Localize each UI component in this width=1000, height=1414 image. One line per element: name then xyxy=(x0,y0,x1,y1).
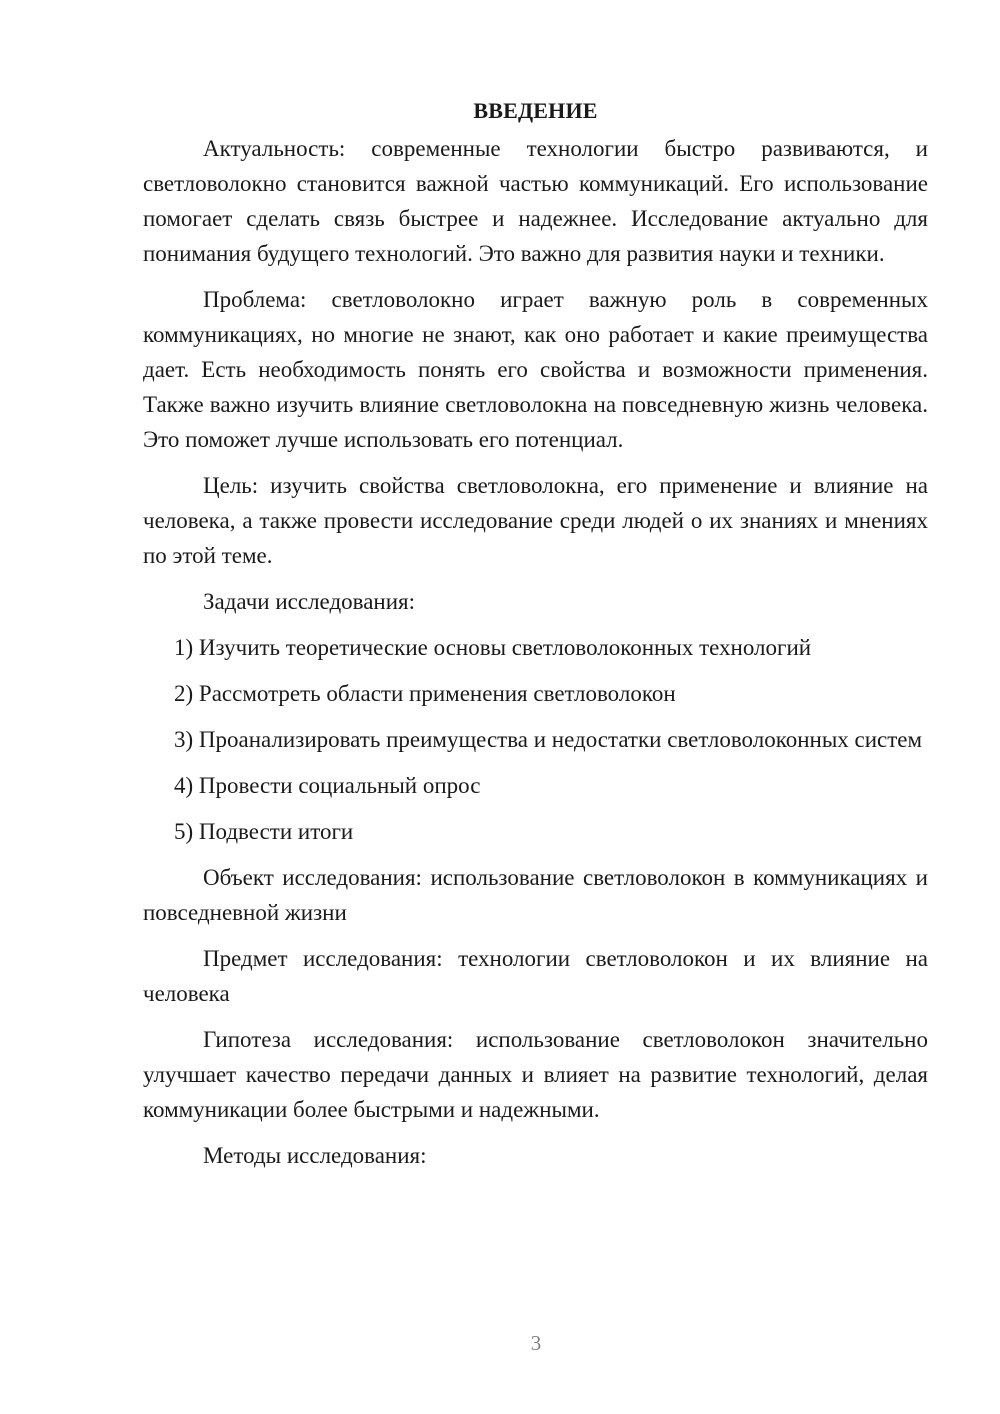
page-content xyxy=(143,94,928,1184)
paragraph-hypothesis: Гипотеза исследования: использование светловолокон значительно улучшает качество передачи данных и влияет на развитие технологий, делая коммуникации более быстрыми и надежными. xyxy=(143,1027,928,1122)
task-list-item: 2) Рассмотреть области применения светловолокон xyxy=(174,681,676,706)
paragraph-problem: Проблема: светловолокно играет важную роль в современных коммуникациях, но многие не знают, как оно работает и какие преимущества дает. Есть необходимость понять его свойства и возможности применения. Также важно изучить влияние светловолокна на повседневную жизнь человека. Это поможет лучше использовать его потенциал. xyxy=(143,287,928,452)
paragraph-methods: Методы исследования: xyxy=(203,1143,427,1168)
paragraph-tasks-heading: Задачи исследования: xyxy=(203,589,416,614)
task-list-item: 5) Подвести итоги xyxy=(174,819,354,844)
task-list-item: 1) Изучить теоретические основы светловолоконных технологий xyxy=(174,635,812,660)
paragraph-object: Объект исследования: использование светловолокон в коммуникациях и повседневной жизни xyxy=(143,865,928,925)
paragraph-subject: Предмет исследования: технологии светловолокон и их влияние на человека xyxy=(143,946,928,1006)
task-list-item: 3) Проанализировать преимущества и недостатки светловолоконных систем xyxy=(174,727,923,752)
page-number: 3 xyxy=(530,1331,542,1355)
paragraph-relevance: Актуальность: современные технологии быстро развиваются, и светловолокно становится важной частью коммуникаций. Его использование помогает сделать связь быстрее и надежнее. Исследование актуально для понимания будущего технологий. Это важно для развития науки и техники. xyxy=(143,136,928,266)
section-title: ВВЕДЕНИЕ xyxy=(473,98,598,123)
paragraph-goal: Цель: изучить свойства светловолокна, его применение и влияние на человека, а также провести исследование среди людей о их знаниях и мнениях по этой теме. xyxy=(143,473,928,568)
task-list-item: 4) Провести социальный опрос xyxy=(174,773,481,798)
